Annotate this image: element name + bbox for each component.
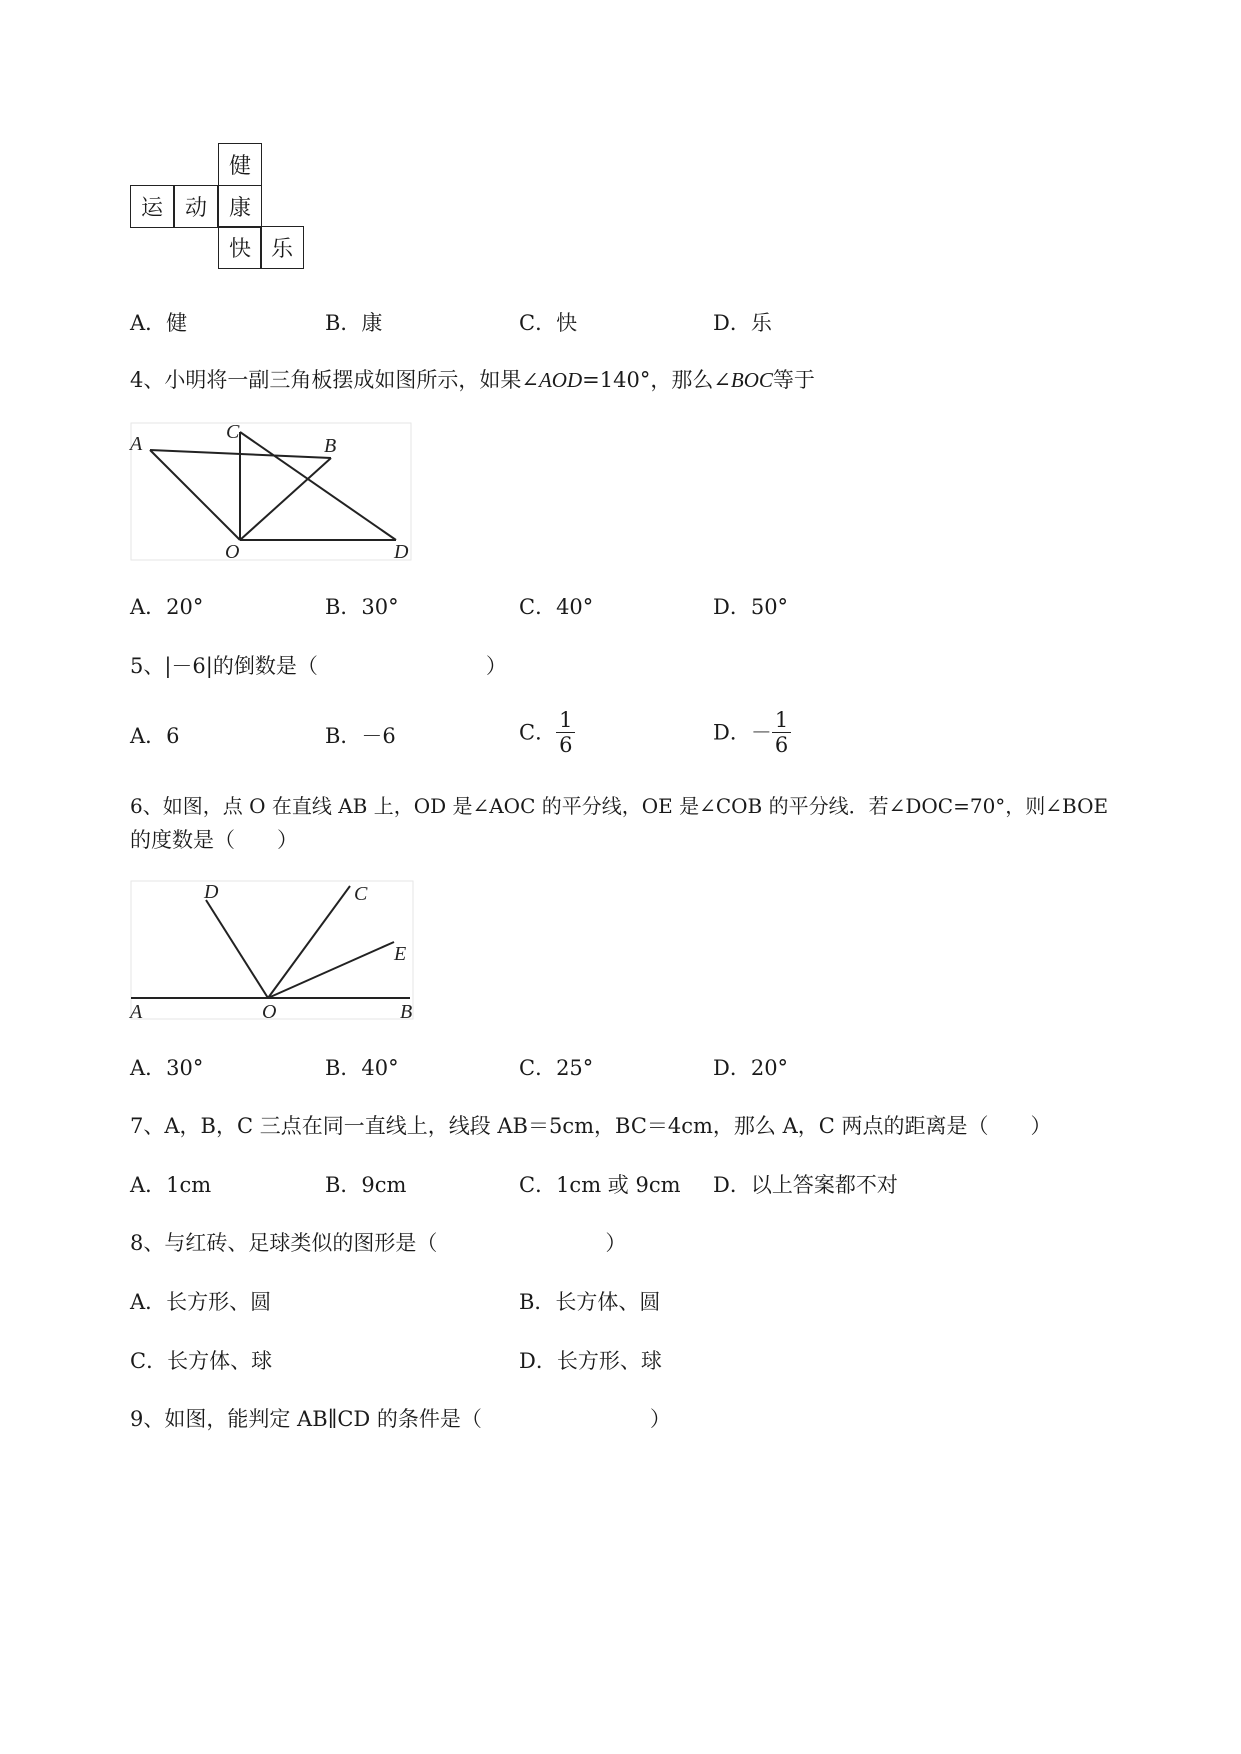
q6-option-c: C．25° <box>519 1056 594 1080</box>
point-label: B <box>400 1001 413 1023</box>
net-cell: 健 <box>218 143 262 186</box>
point-label: A <box>130 1001 143 1023</box>
q4-option-a: A．20° <box>130 595 204 619</box>
point-label: C <box>354 883 368 905</box>
fraction-numerator: 1 <box>772 708 791 733</box>
net-cell: 康 <box>218 185 262 228</box>
q5-option-a: A．6 <box>130 724 180 748</box>
q6-option-a: A．30° <box>130 1056 204 1080</box>
q7-option-b: B．9cm <box>325 1173 407 1197</box>
q4-stem-part: =140°，那么∠ <box>582 368 731 392</box>
q4-option-b: B．30° <box>325 595 399 619</box>
q5-option-c-prefix: C． <box>519 720 557 745</box>
point-label: A <box>130 433 143 455</box>
q5-option-c <box>519 708 575 757</box>
q3-option-d: D．乐 <box>713 311 772 335</box>
q4-stem <box>130 366 815 394</box>
q4-option-c: C．40° <box>519 595 594 619</box>
q7-option-a: A．1cm <box>130 1173 212 1197</box>
cube-net-figure <box>130 140 306 272</box>
fraction-denominator: 6 <box>774 733 789 757</box>
q7-option-d: D．以上答案都不对 <box>713 1173 898 1197</box>
point-label: B <box>324 435 337 457</box>
q4-option-d: D．50° <box>713 595 789 619</box>
q5-option-d <box>713 708 791 757</box>
q7-option-c: C．1cm 或 9cm <box>519 1173 681 1197</box>
net-cell: 动 <box>174 185 218 228</box>
net-cell: 运 <box>130 185 174 228</box>
point-label: D <box>204 881 219 903</box>
point-label: O <box>225 541 240 563</box>
point-label: C <box>226 421 240 443</box>
q4-triangle-figure <box>128 418 414 564</box>
q3-option-b: B．康 <box>325 311 383 335</box>
point-label: D <box>394 541 409 563</box>
fraction-denominator: 6 <box>559 733 573 757</box>
q6-stem-line1: 6、如图，点 O 在直线 AB 上，OD 是∠AOC 的平分线，OE 是∠COB 的平分线．若∠DOC=70°，则∠BOE <box>130 794 1109 818</box>
net-cell: 乐 <box>260 226 304 269</box>
q6-angle-figure <box>128 878 416 1026</box>
q6-option-b: B．40° <box>325 1056 399 1080</box>
q8-option-a: A．长方形、圆 <box>130 1290 272 1314</box>
q5-option-d-fraction <box>772 708 791 757</box>
net-cell: 快 <box>218 226 262 269</box>
q4-stem-part: 4、小明将一副三角板摆成如图所示，如果∠ <box>130 368 539 392</box>
q3-option-c: C．快 <box>519 311 578 335</box>
q3-option-a: A．健 <box>130 311 188 335</box>
q4-stem-angle: BOC <box>730 368 773 392</box>
q5-option-b: B．－6 <box>325 724 396 748</box>
q9-stem: 9、如图，能判定 AB∥CD 的条件是（ ） <box>130 1407 671 1431</box>
q8-stem: 8、与红砖、足球类似的图形是（ ） <box>130 1231 627 1255</box>
q6-stem-line2: 的度数是（ ） <box>130 828 298 852</box>
q5-option-c-fraction <box>556 708 575 757</box>
q8-option-d: D．长方形、球 <box>519 1349 662 1373</box>
fraction-numerator: 1 <box>556 708 575 733</box>
point-label: E <box>394 943 407 965</box>
q8-option-c: C．长方体、球 <box>130 1349 273 1373</box>
point-label: O <box>262 1001 277 1023</box>
q4-stem-angle: AOD <box>538 368 583 392</box>
q5-option-d-prefix: D．－ <box>713 720 772 745</box>
q4-stem-part: 等于 <box>772 368 815 392</box>
q5-stem: 5、|－6|的倒数是（ ） <box>130 654 507 678</box>
q8-option-b: B．长方体、圆 <box>519 1290 661 1314</box>
q6-option-d: D．20° <box>713 1056 789 1080</box>
q7-stem: 7、A，B，C 三点在同一直线上，线段 AB＝5cm，BC＝4cm，那么 A，C 两点的距离是（ ） <box>130 1114 1052 1138</box>
